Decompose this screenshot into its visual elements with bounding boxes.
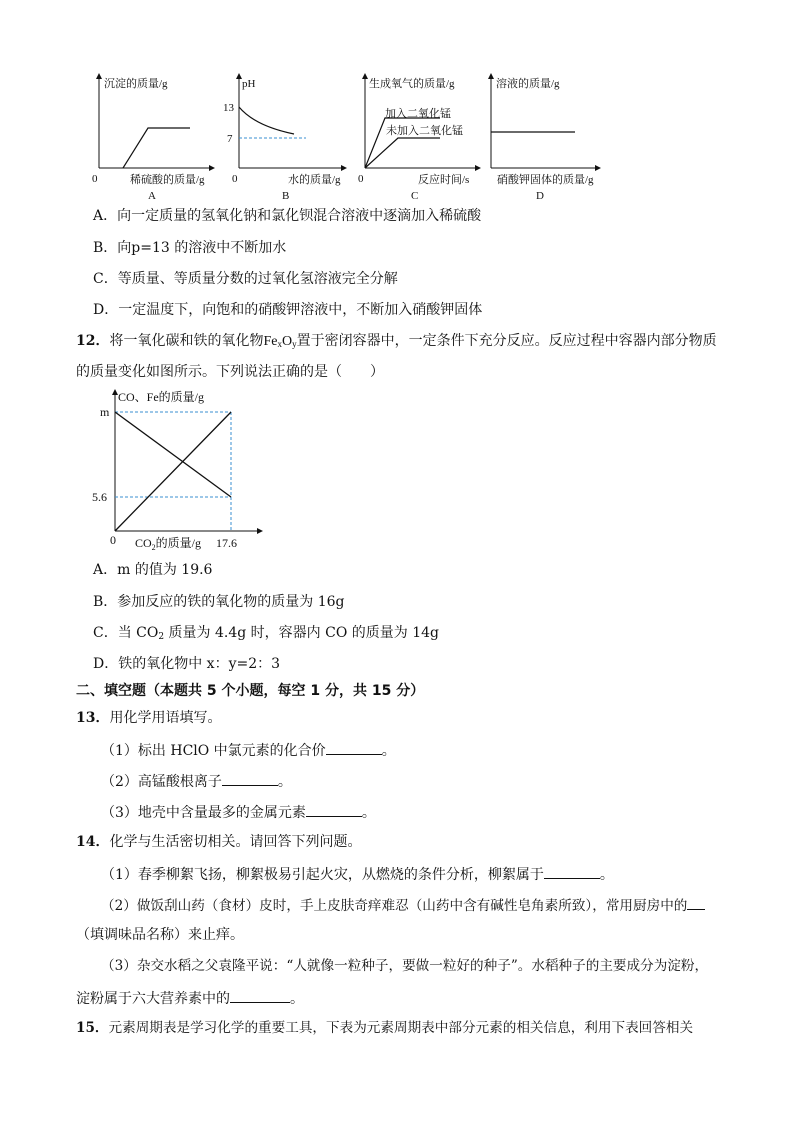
graph-d-ylabel: 溶液的质量/g [496, 78, 560, 90]
q11-option-c: C．等质量、等质量分数的过氧化氢溶液完全分解 [93, 271, 398, 287]
q11-option-b: B．向p=13 的溶液中不断加水 [93, 240, 287, 256]
graph-a-xlabel: 稀硫酸的质量/g [130, 174, 205, 186]
graph-b-letter: B [282, 190, 290, 202]
q11-option-d: D．一定温度下，向饱和的硝酸钾溶液中，不断加入硝酸钾固体 [93, 302, 483, 318]
q13-item-1: （1）标出 HClO 中氯元素的化合价 。 [101, 739, 396, 761]
graph-c-curve-lower [365, 138, 440, 168]
q13-item-2: （2）高锰酸根离子 。 [101, 770, 292, 792]
q14-blank-3[interactable] [230, 987, 290, 1003]
q12-formula: $Fe_xO_y$ [263, 334, 297, 349]
graph-c-xlabel: 反应时间/s [418, 174, 470, 186]
q12-ylabel: CO、Fe的质量/g [118, 390, 205, 404]
graph-c-letter: C [411, 190, 419, 202]
q12-number: 12． [76, 333, 110, 349]
q12-option-c: C．当 $CO_2$ 质量为 4.4g 时，容器内 CO 的质量为 14g [93, 625, 439, 642]
graph-d [491, 76, 598, 202]
q14-stem: 14．化学与生活密切相关。请回答下列问题。 [76, 834, 362, 850]
graph-d-xlabel: 硝酸钾固体的质量/g [497, 174, 594, 186]
q12-line-co [115, 412, 231, 497]
graph-a-curve [123, 128, 190, 168]
q12-stem-part1: 将一氧化碳和铁的氧化物 [109, 333, 264, 349]
q13-blank-1[interactable] [326, 739, 382, 755]
graph-d-letter: D [536, 190, 544, 202]
graph-b-xlabel: 水的质量/g [288, 174, 341, 186]
q12-tick-m: m [100, 405, 110, 419]
q12-option-b: B．参加反应的铁的氧化物的质量为 16g [93, 594, 345, 610]
q12-option-d: D．铁的氧化物中 x：y=2：3 [93, 656, 281, 672]
q13-item-3: （3）地壳中含量最多的金属元素 。 [101, 801, 376, 823]
q12-lines [115, 412, 231, 531]
q15-stem: 15．元素周期表是学习化学的重要工具，下表为元素周期表中部分元素的相关信息，利用下表回答相关 [76, 1020, 694, 1036]
q14-item-2-line2: （填调味品名称）来止痒。 [76, 927, 244, 943]
q13-stem: 13．用化学用语填写。 [76, 710, 222, 726]
q12-chart [88, 384, 268, 556]
graph-b-ylabel: pH [242, 78, 256, 90]
graph-a-ylabel: 沉淀的质量/g [104, 78, 168, 90]
graph-a-letter: A [148, 190, 156, 202]
q12-stem-line1 [76, 331, 717, 352]
q14-item-3-line1: （3）杂交水稻之父袁隆平说：“人就像一粒种子，要做一粒好的种子”。水稻种子的主要成分为淀粉， [101, 958, 709, 974]
graph-b-curve [239, 107, 294, 134]
graph-c-origin: 0 [358, 173, 364, 185]
graph-a [92, 76, 212, 202]
q12-origin: 0 [110, 533, 116, 547]
graph-b-origin: 0 [232, 173, 238, 185]
q14-item-2-line1: （2）做饭刮山药（食材）皮时，手上皮肤奇痒难忍（山药中含有碱性皂角素所致），常用厨房中的 [101, 894, 705, 916]
graph-b-tick-7: 7 [227, 133, 233, 145]
q13-blank-2[interactable] [222, 770, 278, 786]
q12-line-fe [115, 412, 231, 531]
q12-x-end: 17.6 [216, 536, 237, 550]
graph-c [358, 76, 478, 202]
q12-tick-5-6: 5.6 [92, 490, 107, 504]
graph-c-ylabel: 生成氧气的质量/g [369, 78, 455, 90]
q12-stem-part2: 置于密闭容器中，一定条件下充分反应。反应过程中容器内部分物质 [296, 333, 717, 349]
section-heading: 二、填空题（本题共 5 个小题，每空 1 分，共 15 分） [76, 683, 425, 699]
graph-b-tick-13: 13 [223, 102, 234, 114]
q11-graphs [80, 68, 610, 208]
q11-option-a: A．向一定质量的氢氧化钠和氯化钡混合溶液中逐滴加入稀硫酸 [93, 208, 482, 224]
graph-b [223, 76, 344, 202]
graph-c-label-upper: 加入二氧化锰 [385, 108, 451, 120]
q13-blank-3[interactable] [306, 801, 362, 817]
q14-item-1: （1）春季柳絮飞扬，柳絮极易引起火灾，从燃烧的条件分析，柳絮属于 。 [101, 863, 614, 885]
graph-c-label-lower: 未加入二氧化锰 [386, 125, 463, 137]
q14-item-3-line2: 淀粉属于六大营养素中的 。 [76, 987, 304, 1009]
q12-xlabel: $CO_2$的质量/g [135, 536, 202, 552]
graph-a-origin: 0 [92, 173, 98, 185]
q14-blank-2[interactable] [687, 894, 705, 910]
q14-blank-1[interactable] [544, 863, 600, 879]
q12-option-a: A．m 的值为 19.6 [93, 562, 213, 578]
q12-stem-line2: 的质量变化如图所示。下列说法正确的是（ ） [76, 364, 384, 380]
